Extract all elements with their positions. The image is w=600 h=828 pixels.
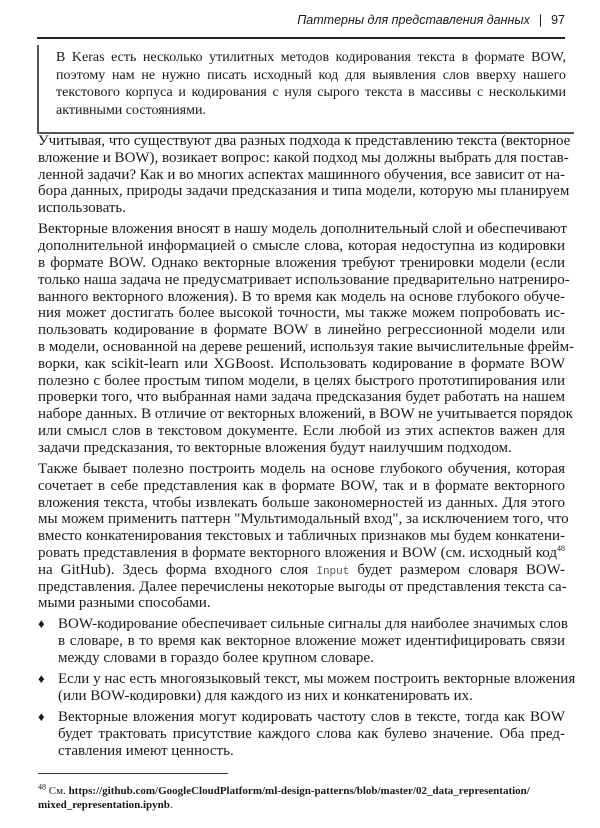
- footnote-link[interactable]: https://github.com/GoogleCloudPlatform/ml-design-patterns/blob/master/02_data_representation/: [68, 785, 530, 797]
- text-line: сочетает в себе представления как в формате BOW, так и в формате векторного: [38, 477, 565, 494]
- footnote-reference: 48: [557, 543, 565, 553]
- text-line: В Keras есть несколько утилитных методов кодирования текста в формате BOW,: [56, 50, 566, 65]
- header-separator: |: [538, 13, 543, 27]
- text-line: будет трактовать присутствие каждого слова как булево значение. Оба пред-: [58, 726, 565, 743]
- text-line: (или BOW-кодировки) для каждого из них и конкатенировать их.: [58, 688, 473, 705]
- footnote-link-continued[interactable]: mixed_representation.ipynb: [38, 798, 170, 811]
- text-line: Векторные вложения могут кодировать частоту слов в тексте, тогда как BOW: [58, 709, 565, 726]
- text-line: вложение и BOW), возикает вопрос: какой подход мы должны выбрать для постав-: [38, 149, 569, 166]
- text-line: Векторные вложения вносят в нашу модель дополнительный слой и обеспечивают: [38, 221, 567, 238]
- footnote-prefix: См.: [48, 785, 69, 797]
- text-line: или смысл слов в текстовом документе. Если любой из этих аспектов важен для: [38, 422, 565, 439]
- text-line: ворки, как scikit-learn или XGBoost. Использовать кодирование в формате BOW: [38, 355, 565, 372]
- header-rule: [37, 37, 565, 39]
- text-line: полезно с более простым типом модели, в целях быстрого прототипирования или: [38, 372, 565, 389]
- text-line: только наша задача не предусматривает использование предварительно натрениро-: [38, 271, 570, 288]
- text-line: наборе данных. В отличие от векторных вложений, в BOW не учитывается порядок: [38, 406, 573, 423]
- text-line: представления. Далее перечислены некоторые выгоды от представления текста са-: [38, 578, 567, 595]
- bullet-item: [38, 671, 576, 705]
- footnote-number: 48: [38, 782, 46, 792]
- text-line: в формате BOW. Однако векторные вложения требуют тренировки модели (если: [38, 254, 565, 271]
- line-text: будет размером словаря BOW-: [349, 561, 566, 578]
- text-line: ставления имеют ценность.: [58, 742, 234, 759]
- text-line: мыми разными способами.: [38, 595, 211, 612]
- footnote: [38, 782, 565, 812]
- diamond-bullet-icon: ♦: [38, 709, 45, 725]
- line-text: на GitHub). Здесь форма входного слоя: [38, 561, 317, 578]
- paragraph: [38, 460, 569, 612]
- running-header: [37, 13, 565, 31]
- text-line: Также бывает полезно построить модель на основе глубокого обучения, которая: [38, 460, 565, 477]
- text-line: в модели, основанной на дереве решений, используя такие вычислительные фрейм-: [38, 338, 575, 355]
- text-line: Если у нас есть многоязыковый текст, мы можем построить векторные вложения: [58, 671, 576, 688]
- text-line: бора данных, природы задачи предсказания и типа модели, которую мы планируем: [38, 183, 570, 200]
- text-line: BOW-кодирование обеспечивает сильные сигналы для наиболее значимых слов: [58, 616, 569, 633]
- footnote-suffix: .: [169, 798, 173, 811]
- diamond-bullet-icon: ♦: [38, 671, 45, 687]
- note-box: [37, 45, 574, 134]
- footnote-rule: [38, 773, 228, 774]
- paragraph: [38, 133, 571, 217]
- chapter-title: Паттерны для представления данных: [297, 13, 530, 27]
- text-line: ленной задачи? Как и во многих аспектах машинного обучения, все зависит от на-: [38, 166, 565, 183]
- text-line: проверки того, что выбранная нами задача предсказания будет работать на нашем: [38, 389, 565, 406]
- text-line: задачи предсказания, то векторные вложения будут наилучшим подходом.: [38, 439, 512, 456]
- text-line: между словами в гораздо более крупном словаре.: [58, 650, 374, 667]
- text-line: в словаре, в то время как векторное вложение может идентифицировать связи: [58, 633, 565, 650]
- text-line: Учитывая, что существуют два разных подхода к представлению текста (векторное: [38, 133, 571, 149]
- bullet-item: [38, 616, 569, 667]
- page-number: 97: [551, 13, 565, 27]
- text-line: ванного векторного вложения). В то время как модель на основе глубокого обуче-: [38, 288, 565, 305]
- text-line: мы можем применить паттерн "Мультимодальный вход", за исключением того, что: [38, 511, 569, 528]
- text-line: вместо конкатенирования текстовых и табличных признаков мы будем конкатени-: [38, 528, 565, 545]
- line-text: ровать представления в формате векторного вложения и BOW (см. исходный код: [38, 544, 557, 561]
- text-line: пользовать кодирование в формате BOW в линейно регрессионной модели или: [38, 322, 565, 339]
- text-line: активными состояниями.: [56, 102, 206, 118]
- text-line: [38, 562, 565, 579]
- inline-code: Input: [316, 565, 350, 578]
- main-text: [38, 133, 576, 764]
- text-line: [38, 545, 565, 562]
- text-line: вложения текста, чтобы извлекать больше закономерностей из данных. Для этого: [38, 494, 565, 511]
- diamond-bullet-icon: ♦: [38, 616, 45, 632]
- text-line: ния может достигать более высокой точности, мы также можем попробовать ис-: [38, 305, 565, 322]
- paragraph: [38, 221, 575, 456]
- text-line: поэтому нам не нужно писать исходный код для выявления слов вверху нашего: [56, 67, 566, 83]
- text-line: использовать.: [38, 200, 126, 217]
- bullet-item: [38, 709, 565, 759]
- text-line: дополнительной информацией о смысле слова, которая недоступна из кодировки: [38, 238, 565, 255]
- text-line: текстового корпуса и кодирования с нуля сырого текста в массивы с несколькими: [56, 85, 566, 100]
